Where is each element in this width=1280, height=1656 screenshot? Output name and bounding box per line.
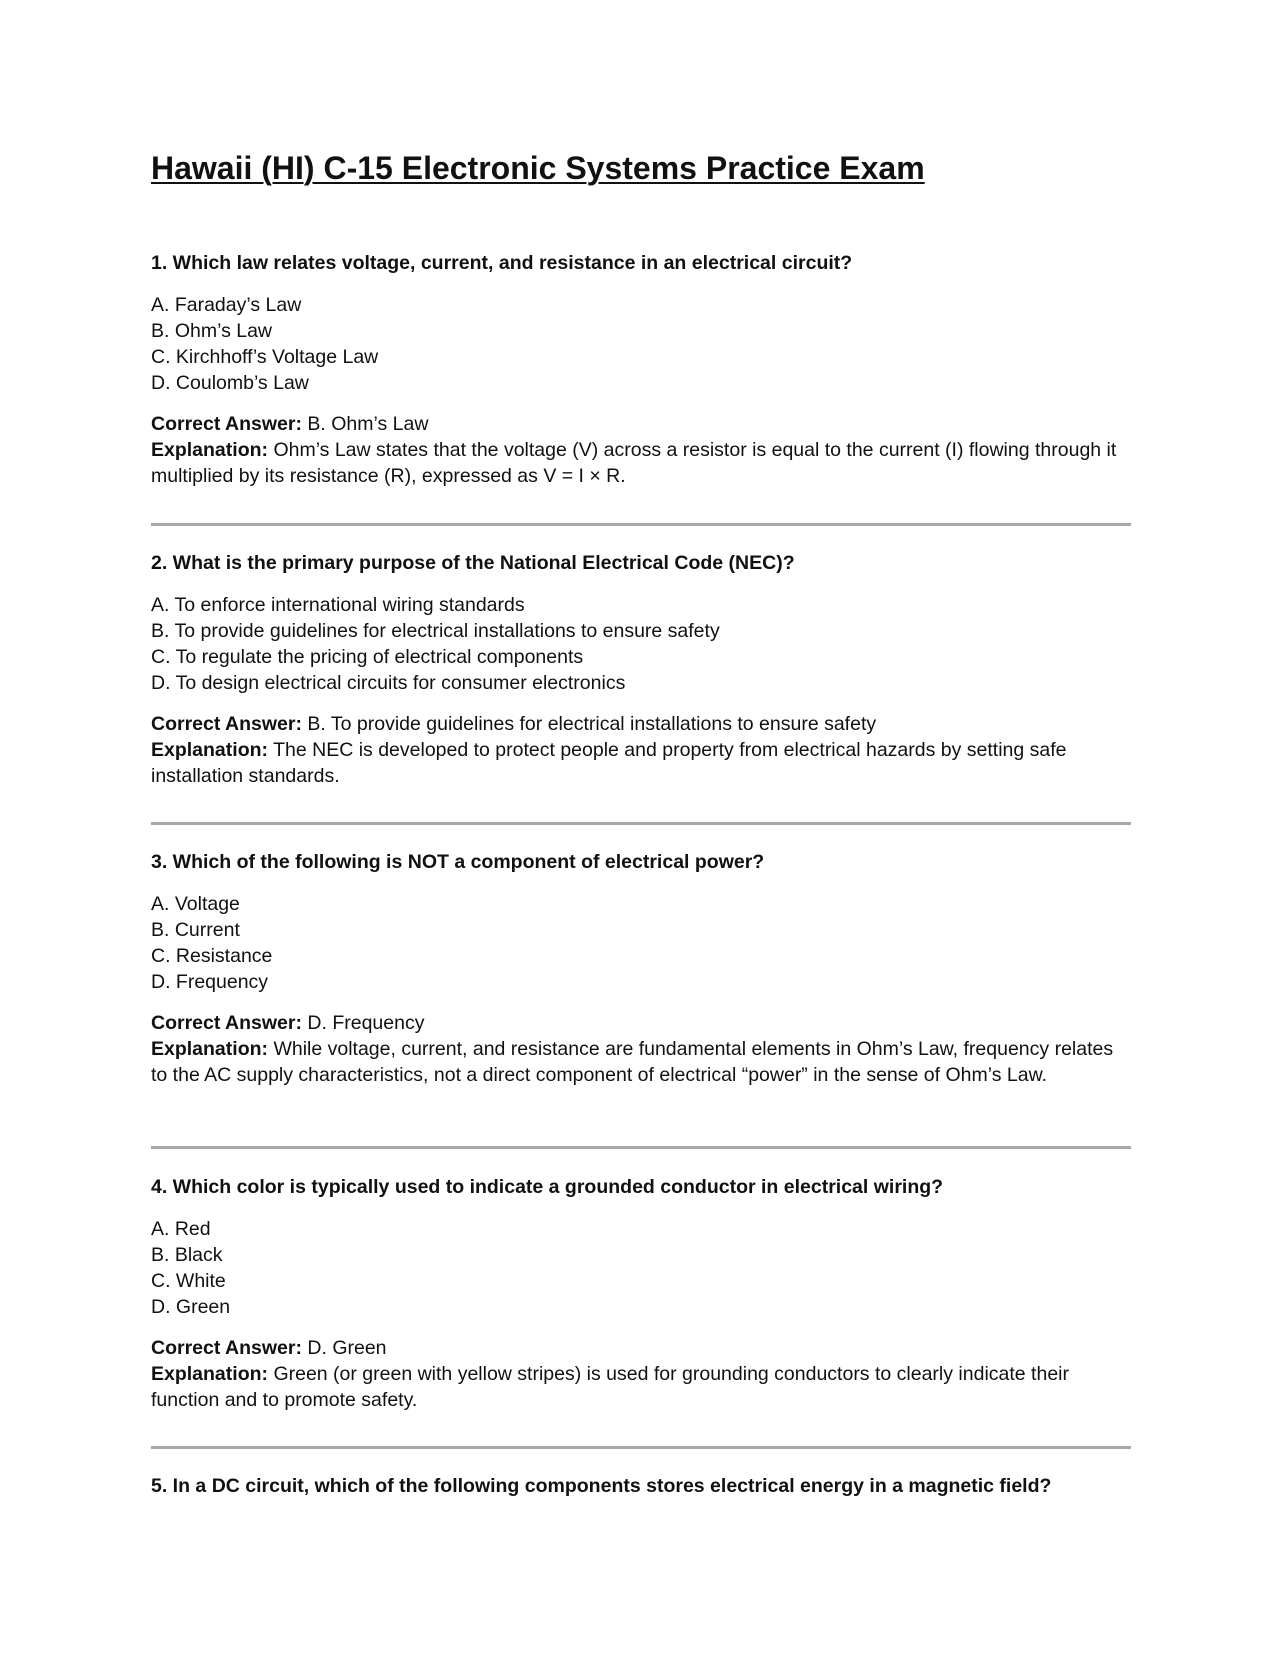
explanation-text: While voltage, current, and resistance are fundamental elements in Ohm’s Law, frequency relates to the AC supply characteristics, not a direct component of electrical “power” in the sense of Ohm’s Law. [151, 1038, 1114, 1086]
correct-answer-label: Correct Answer: [151, 713, 302, 735]
option-a: A. Voltage [151, 893, 240, 915]
option-b: B. Current [151, 919, 240, 941]
option-list [151, 891, 1131, 995]
option-d: D. To design electrical circuits for consumer electronics [151, 672, 626, 694]
option-a: A. Red [151, 1218, 211, 1240]
option-d: D. Green [151, 1296, 231, 1318]
question-block [151, 1174, 1131, 1413]
option-b: B. To provide guidelines for electrical installations to ensure safety [151, 620, 720, 642]
correct-answer-label: Correct Answer: [151, 413, 302, 435]
explanation-text: Ohm’s Law states that the voltage (V) across a resistor is equal to the current (I) flowing through it multiplied by its resistance (R), expressed as V = I × R. [151, 439, 1117, 487]
question-block [151, 550, 1131, 789]
correct-answer-value: D. Green [307, 1337, 387, 1359]
option-d: D. Coulomb’s Law [151, 372, 309, 394]
option-c: C. White [151, 1270, 226, 1292]
correct-answer-label: Correct Answer: [151, 1337, 302, 1359]
explanation [151, 1361, 1131, 1413]
explanation [151, 737, 1131, 789]
correct-answer-value: B. Ohm’s Law [307, 413, 429, 435]
correct-answer [151, 1335, 1131, 1361]
option-a: A. To enforce international wiring standards [151, 594, 525, 616]
divider [151, 1146, 1131, 1149]
option-c: C. To regulate the pricing of electrical components [151, 646, 584, 668]
page-title: Hawaii (HI) C-15 Electronic Systems Practice Exam [151, 150, 925, 186]
correct-answer-value: B. To provide guidelines for electrical installations to ensure safety [307, 713, 877, 735]
divider [151, 822, 1131, 825]
explanation-text: The NEC is developed to protect people and property from electrical hazards by setting safe installation standards. [151, 739, 1067, 787]
explanation-label: Explanation: [151, 439, 269, 461]
correct-answer [151, 1010, 1131, 1036]
explanation [151, 1036, 1131, 1088]
question-text: 2. What is the primary purpose of the National Electrical Code (NEC)? [151, 552, 795, 574]
option-list [151, 592, 1131, 696]
explanation-text: Green (or green with yellow stripes) is used for grounding conductors to clearly indicate their function and to promote safety. [151, 1363, 1069, 1411]
question-block [151, 250, 1131, 489]
question-text: 4. Which color is typically used to indicate a grounded conductor in electrical wiring? [151, 1176, 944, 1198]
question-text: 3. Which of the following is NOT a component of electrical power? [151, 851, 765, 873]
question-text: 1. Which law relates voltage, current, and resistance in an electrical circuit? [151, 252, 853, 274]
question-block [151, 1473, 1131, 1515]
explanation-label: Explanation: [151, 1363, 269, 1385]
explanation [151, 437, 1131, 489]
divider [151, 1446, 1131, 1449]
explanation-label: Explanation: [151, 1038, 269, 1060]
option-c: C. Resistance [151, 945, 273, 967]
option-d: D. Frequency [151, 971, 269, 993]
correct-answer-value: D. Frequency [307, 1012, 425, 1034]
correct-answer-label: Correct Answer: [151, 1012, 302, 1034]
correct-answer [151, 711, 1131, 737]
option-list [151, 292, 1131, 396]
option-c: C. Kirchhoff’s Voltage Law [151, 346, 379, 368]
explanation-label: Explanation: [151, 739, 269, 761]
correct-answer [151, 411, 1131, 437]
option-a: A. Faraday’s Law [151, 294, 302, 316]
option-b: B. Ohm’s Law [151, 320, 273, 342]
divider [151, 523, 1131, 526]
question-block [151, 849, 1131, 1088]
option-b: B. Black [151, 1244, 223, 1266]
question-text: 5. In a DC circuit, which of the following components stores electrical energy in a magnetic field? [151, 1475, 1052, 1497]
option-list [151, 1216, 1131, 1320]
